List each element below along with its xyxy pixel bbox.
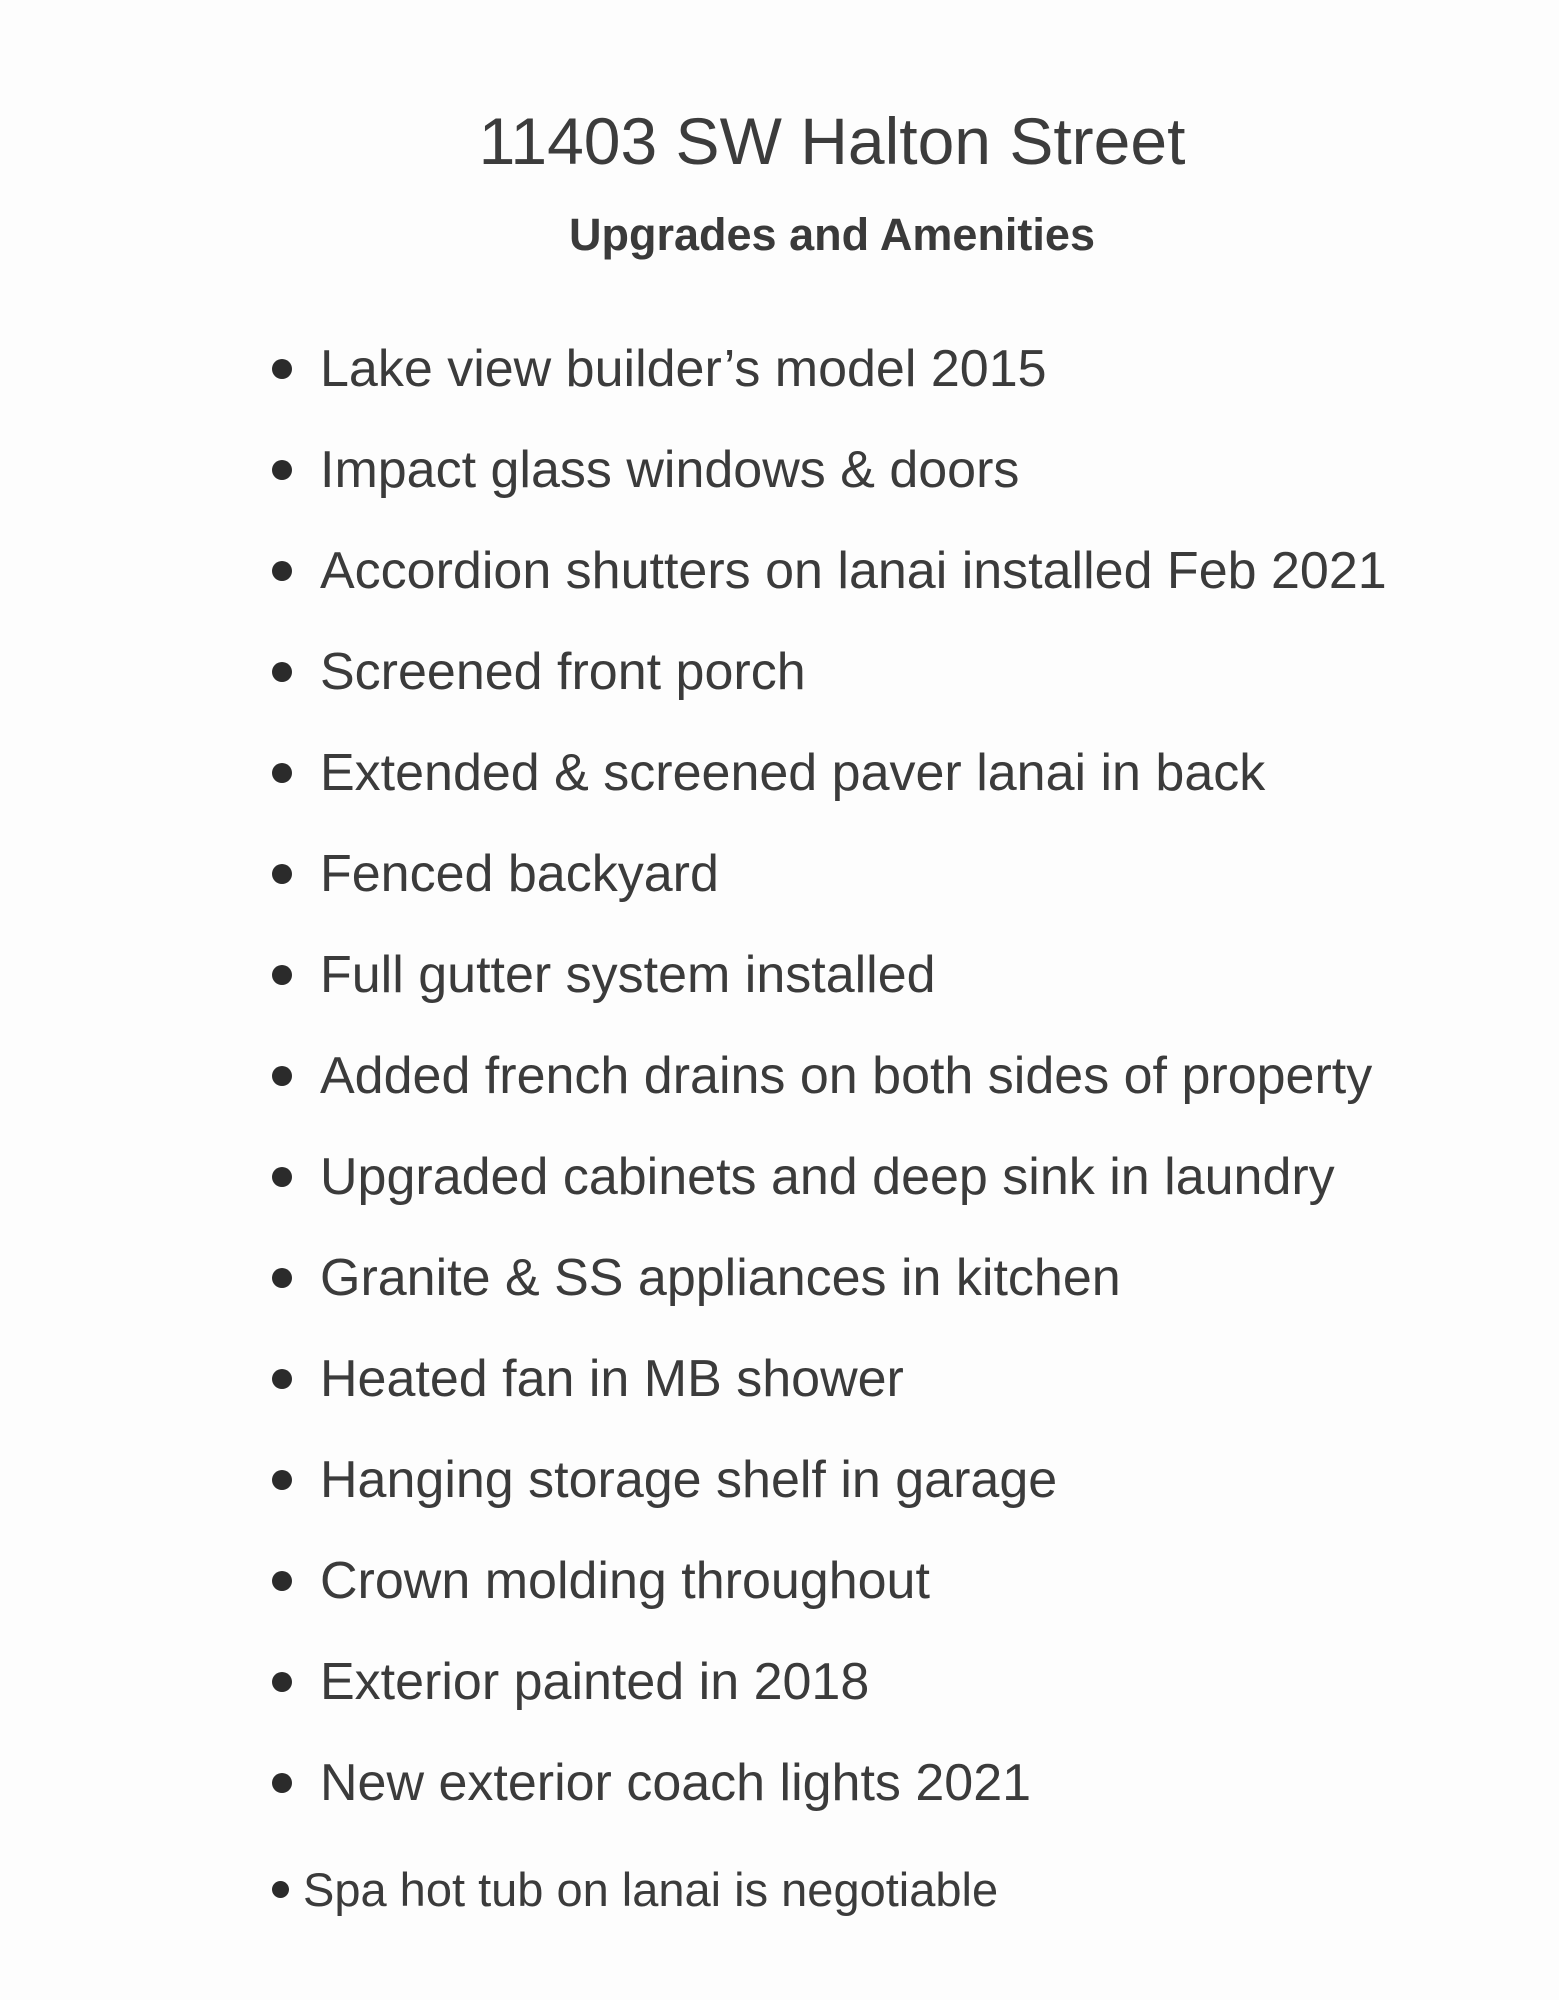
list-item-text: Spa hot tub on lanai is negotiable xyxy=(303,1863,999,1916)
list-item-text: Lake view builder’s model 2015 xyxy=(320,339,1047,398)
list-item-text: Screened front porch xyxy=(320,642,806,701)
list-item xyxy=(272,1227,1387,1328)
list-item-text: New exterior coach lights 2021 xyxy=(320,1753,1032,1812)
page-subtitle: Upgrades and Amenities xyxy=(569,209,1095,260)
bullet-icon xyxy=(272,460,292,480)
bullet-icon xyxy=(272,1369,292,1389)
list-item xyxy=(272,621,1387,722)
list-item-text: Exterior painted in 2018 xyxy=(320,1652,870,1711)
bullet-icon xyxy=(272,1470,292,1490)
bullet-icon xyxy=(272,359,292,379)
list-item-text: Full gutter system installed xyxy=(320,945,936,1004)
list-item-text: Impact glass windows & doors xyxy=(320,440,1020,499)
bullet-icon xyxy=(272,1167,292,1187)
list-item-text: Heated fan in MB shower xyxy=(320,1349,904,1408)
list-item-text: Upgraded cabinets and deep sink in laundry xyxy=(320,1147,1335,1206)
list-item xyxy=(272,1126,1387,1227)
list-item xyxy=(272,419,1387,520)
list-item xyxy=(272,318,1387,419)
list-item xyxy=(272,1530,1387,1631)
bullet-icon xyxy=(272,1268,292,1288)
list-item xyxy=(272,924,1387,1025)
list-item-text: Crown molding throughout xyxy=(320,1551,930,1610)
bullet-icon xyxy=(272,1773,292,1793)
list-item xyxy=(272,823,1387,924)
list-item-text: Fenced backyard xyxy=(320,844,719,903)
bullet-icon xyxy=(272,864,292,884)
list-item xyxy=(272,722,1387,823)
list-item-text: Accordion shutters on lanai installed Feb 2021 xyxy=(320,541,1387,600)
bullet-icon xyxy=(272,561,292,581)
list-item xyxy=(272,1839,1387,1940)
bullet-icon xyxy=(272,1881,289,1898)
bullet-icon xyxy=(272,1066,292,1086)
list-item xyxy=(272,1631,1387,1732)
list-item-text: Granite & SS appliances in kitchen xyxy=(320,1248,1121,1307)
page-title: 11403 SW Halton Street xyxy=(478,104,1186,178)
bullet-icon xyxy=(272,763,292,783)
bullet-icon xyxy=(272,965,292,985)
list-item xyxy=(272,1429,1387,1530)
list-item-text: Added french drains on both sides of property xyxy=(320,1046,1373,1105)
list-item xyxy=(272,1732,1387,1833)
list-item-text: Hanging storage shelf in garage xyxy=(320,1450,1058,1509)
list-item xyxy=(272,1025,1387,1126)
list-item-text: Extended & screened paver lanai in back xyxy=(320,743,1266,802)
bullet-icon xyxy=(272,662,292,682)
bullet-icon xyxy=(272,1672,292,1692)
amenities-list xyxy=(272,318,1387,1940)
list-item xyxy=(272,1328,1387,1429)
bullet-icon xyxy=(272,1571,292,1591)
list-item xyxy=(272,520,1387,621)
